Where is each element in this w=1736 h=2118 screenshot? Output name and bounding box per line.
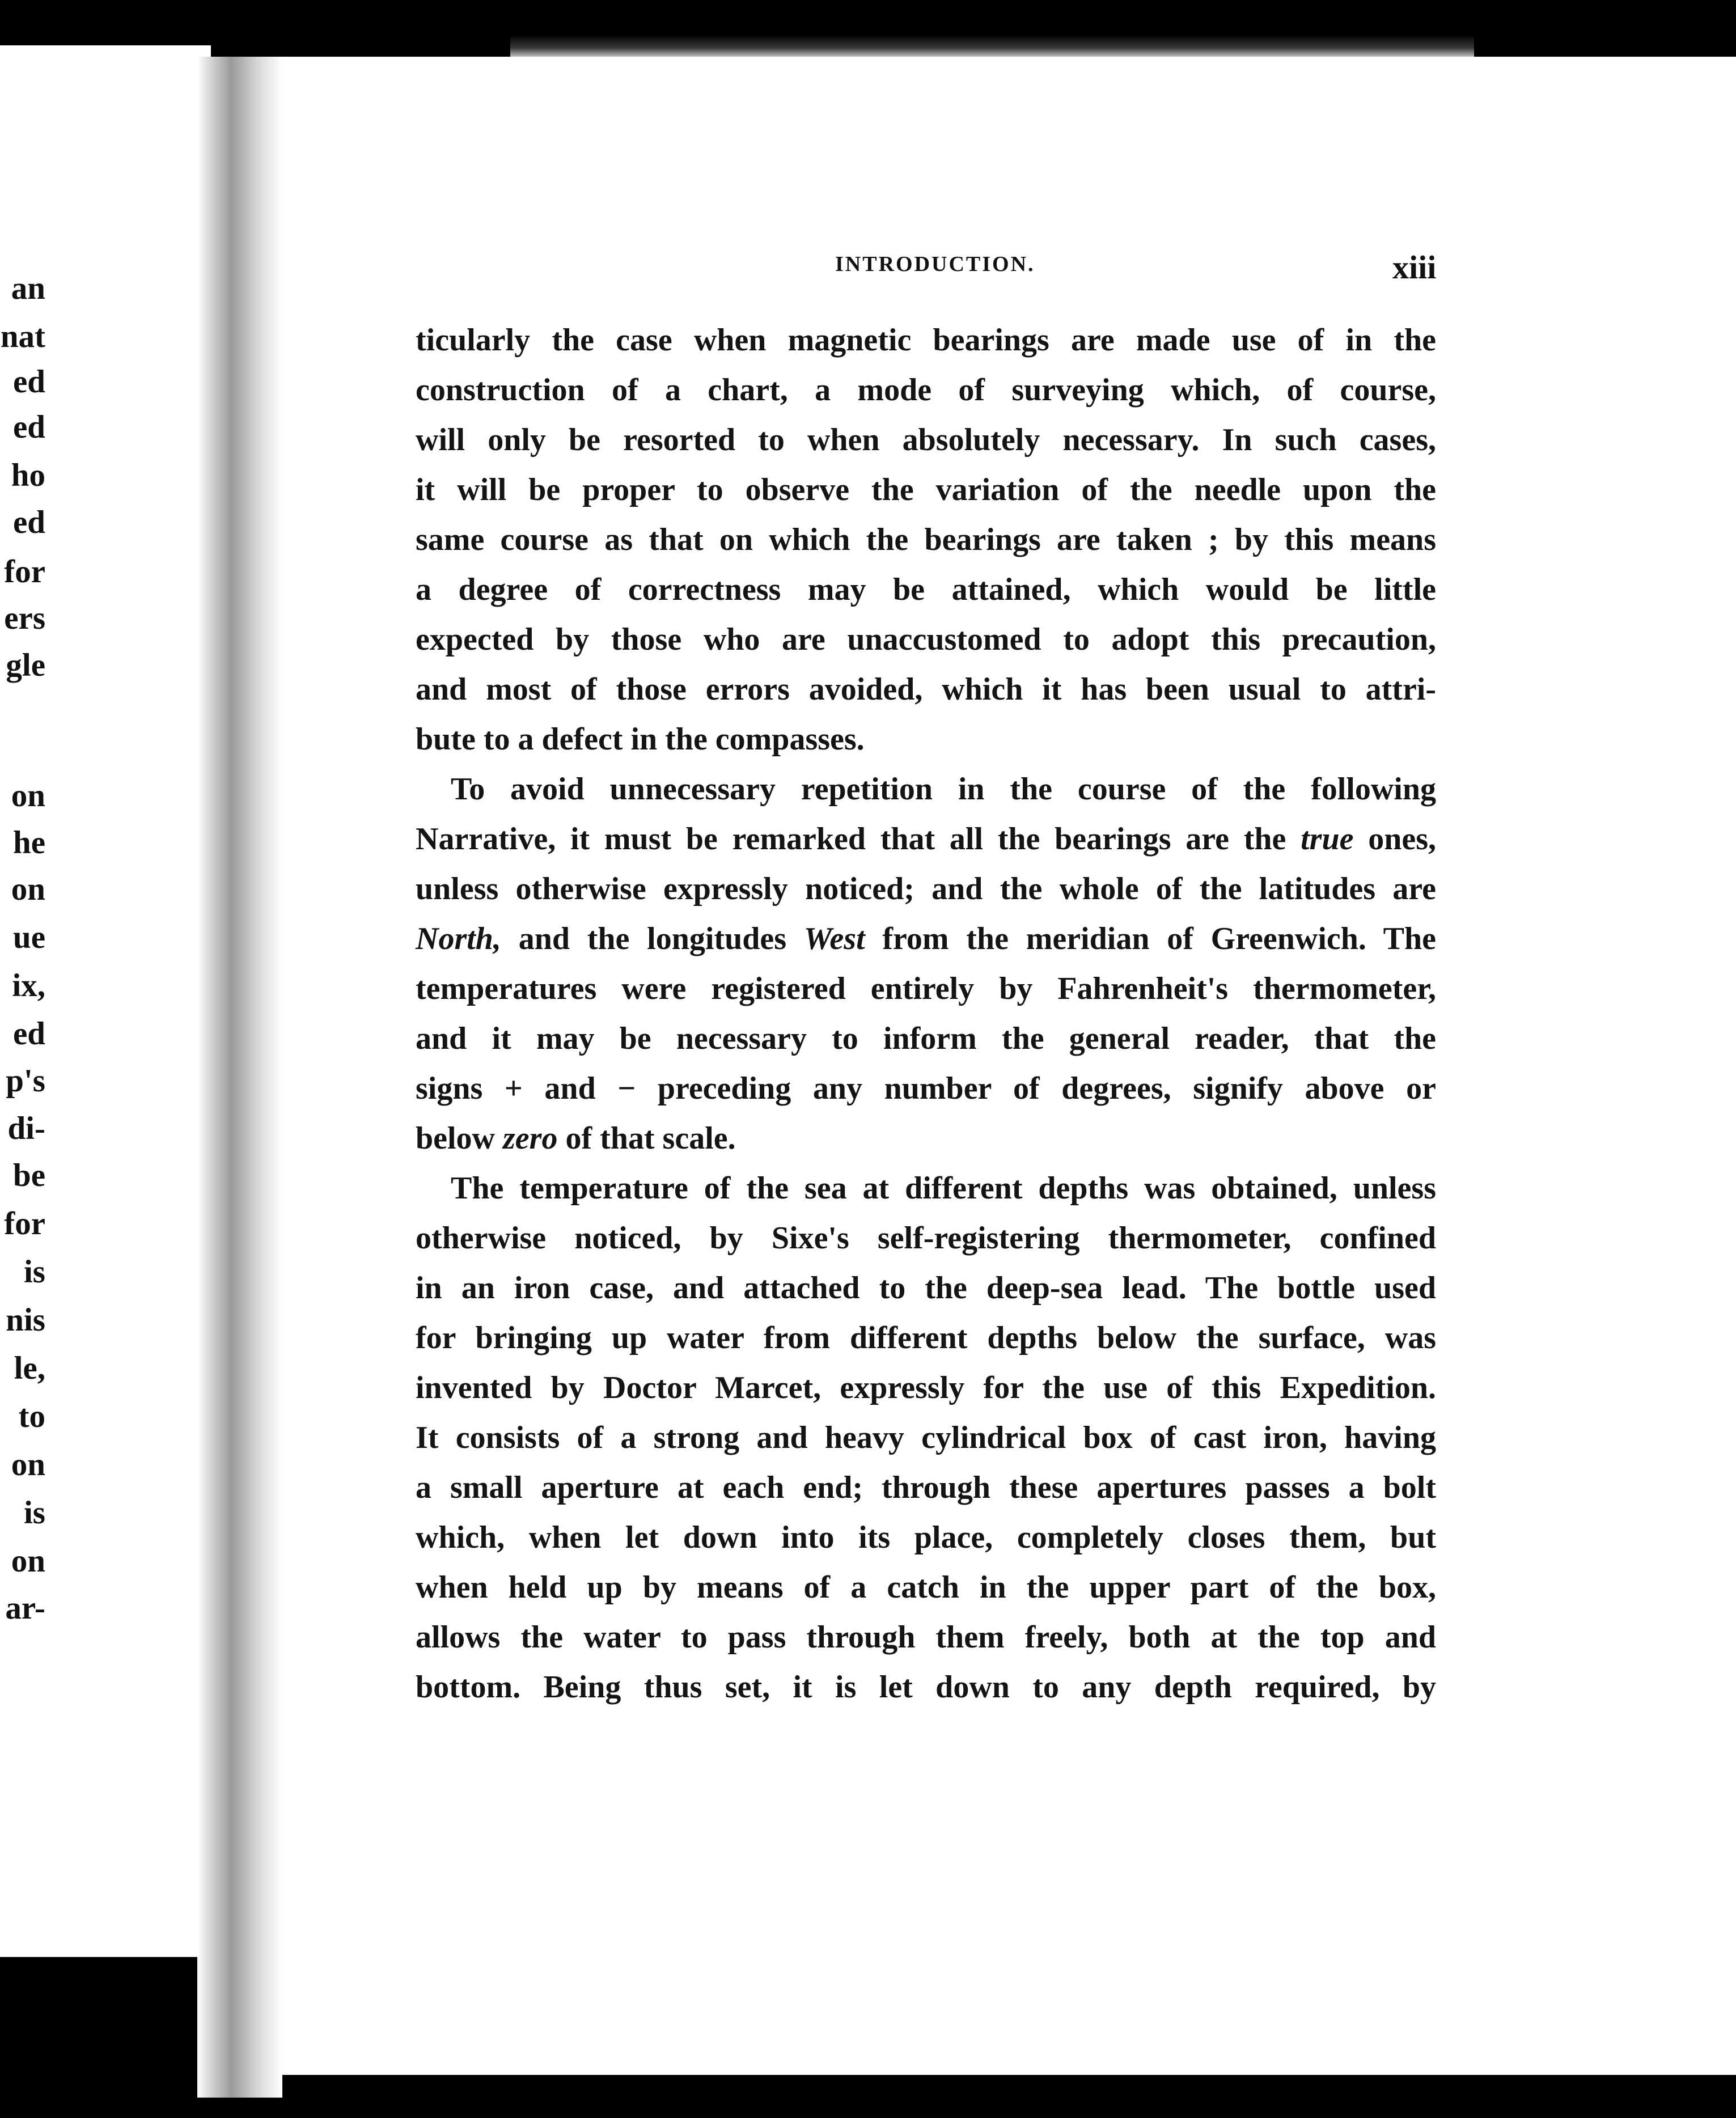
text-line bbox=[416, 1413, 1436, 1463]
text-run: bottom. Being thus set, it is let down to any depth required, by bbox=[416, 1670, 1436, 1705]
previous-page-fragment: is bbox=[23, 1495, 45, 1531]
text-line bbox=[416, 615, 1436, 664]
text-run: when held up by means of a catch in the upper part of the box, bbox=[416, 1570, 1436, 1605]
text-line bbox=[416, 1513, 1436, 1562]
text-line bbox=[416, 1313, 1436, 1363]
text-run: which, when let down into its place, completely closes them, but bbox=[416, 1520, 1436, 1555]
text-line bbox=[416, 1014, 1436, 1064]
text-run: ones, bbox=[1353, 821, 1436, 857]
text-line bbox=[416, 1662, 1436, 1712]
previous-page bbox=[0, 45, 211, 1957]
text-line bbox=[416, 664, 1436, 714]
text-run: allows the water to pass through them freely, both at the top and bbox=[416, 1620, 1436, 1655]
previous-page-fragment: ers bbox=[4, 600, 45, 636]
italic-text: West bbox=[803, 921, 865, 956]
previous-page-fragment: nat bbox=[0, 319, 45, 354]
text-line bbox=[416, 415, 1436, 465]
text-run: a degree of correctness may be attained, which would be little bbox=[416, 572, 1436, 607]
text-run: otherwise noticed, by Sixe's self-registering thermometer, confined bbox=[416, 1221, 1436, 1256]
text-line bbox=[416, 914, 1436, 964]
text-line bbox=[416, 515, 1436, 565]
previous-page-fragment: ix, bbox=[12, 968, 45, 1003]
text-run: it will be proper to observe the variation of the needle upon the bbox=[416, 472, 1436, 507]
text-run: and it may be necessary to inform the general reader, that the bbox=[416, 1021, 1436, 1056]
previous-page-fragment: ed bbox=[13, 364, 45, 400]
text-line bbox=[416, 1463, 1436, 1513]
previous-page-fragment: ed bbox=[13, 505, 45, 540]
previous-page-fragment: nis bbox=[6, 1302, 45, 1338]
text-run: and the longitudes bbox=[501, 921, 804, 956]
previous-page-fragment: on bbox=[11, 871, 45, 907]
text-line bbox=[416, 1213, 1436, 1263]
text-run: signs + and − preceding any number of degrees, signify above or bbox=[416, 1071, 1436, 1106]
previous-page-fragment: ed bbox=[13, 409, 45, 445]
text-run: construction of a chart, a mode of surveying which, of course, bbox=[416, 372, 1436, 408]
text-run: bute to a defect in the compasses. bbox=[416, 722, 865, 757]
text-line bbox=[416, 964, 1436, 1014]
previous-page-fragment: gle bbox=[6, 647, 45, 683]
previous-page-fragment: an bbox=[11, 270, 45, 306]
text-line bbox=[416, 764, 1436, 814]
text-line bbox=[416, 465, 1436, 515]
italic-text: zero bbox=[503, 1121, 558, 1156]
text-line bbox=[416, 1113, 1436, 1163]
text-line bbox=[416, 1562, 1436, 1612]
text-line bbox=[416, 1363, 1436, 1413]
italic-text: North, bbox=[416, 921, 501, 956]
previous-page-fragment: on bbox=[11, 778, 45, 814]
text-line bbox=[416, 1263, 1436, 1313]
text-line bbox=[416, 565, 1436, 615]
text-run: The temperature of the sea at different depths was obtained, unless bbox=[451, 1171, 1436, 1206]
text-run: for bringing up water from different depths below the surface, was bbox=[416, 1320, 1436, 1355]
page-gutter bbox=[197, 57, 282, 2098]
text-run: invented by Doctor Marcet, expressly for the use of this Expedition. bbox=[416, 1370, 1436, 1405]
text-line bbox=[416, 1163, 1436, 1213]
text-run: of that scale. bbox=[557, 1121, 736, 1156]
binding-shadow bbox=[510, 35, 1474, 57]
running-head bbox=[282, 248, 1736, 294]
previous-page-fragment: ed bbox=[13, 1016, 45, 1052]
text-line bbox=[416, 1612, 1436, 1662]
body-text bbox=[416, 315, 1436, 1712]
previous-page-fragment: for bbox=[4, 554, 45, 590]
text-run: To avoid unnecessary repetition in the course of the following bbox=[451, 772, 1436, 807]
text-run: It consists of a strong and heavy cylindrical box of cast iron, having bbox=[416, 1420, 1436, 1455]
text-run: in an iron case, and attached to the deep-sea lead. The bottle used bbox=[416, 1270, 1436, 1306]
text-run: ticularly the case when magnetic bearings are made use of in the bbox=[416, 323, 1436, 358]
text-run: temperatures were registered entirely by Fahrenheit's thermometer, bbox=[416, 971, 1436, 1006]
text-run: a small aperture at each end; through these apertures passes a bolt bbox=[416, 1470, 1436, 1505]
previous-page-fragment: ar- bbox=[5, 1590, 45, 1626]
previous-page-fragment: p's bbox=[6, 1063, 45, 1099]
text-line bbox=[416, 365, 1436, 415]
text-run: will only be resorted to when absolutely necessary. In such cases, bbox=[416, 422, 1436, 458]
text-run: unless otherwise expressly noticed; and the whole of the latitudes are bbox=[416, 871, 1436, 906]
previous-page-fragment: to bbox=[18, 1399, 45, 1434]
text-run: and most of those errors avoided, which it has been usual to attri- bbox=[416, 672, 1436, 707]
text-line bbox=[416, 714, 1436, 764]
previous-page-fragment: be bbox=[13, 1158, 45, 1193]
text-run: from the meridian of Greenwich. The bbox=[865, 921, 1436, 956]
italic-text: true bbox=[1301, 821, 1354, 857]
previous-page-fragment: on bbox=[11, 1447, 45, 1482]
text-run: expected by those who are unaccustomed to adopt this precaution, bbox=[416, 622, 1436, 657]
previous-page-fragment: is bbox=[23, 1254, 45, 1290]
previous-page-fragment: di- bbox=[7, 1111, 45, 1146]
running-title: INTRODUCTION. bbox=[835, 252, 1035, 276]
previous-page-fragment: he bbox=[13, 825, 45, 861]
text-line bbox=[416, 864, 1436, 914]
text-run: same course as that on which the bearings are taken ; by this means bbox=[416, 522, 1436, 557]
previous-page-fragment: for bbox=[4, 1206, 45, 1242]
current-page bbox=[282, 57, 1736, 2075]
text-run: Narrative, it must be remarked that all the bearings are the bbox=[416, 821, 1301, 857]
text-line bbox=[416, 1064, 1436, 1113]
page-number: xiii bbox=[1392, 249, 1437, 286]
previous-page-fragment: ho bbox=[11, 458, 45, 493]
text-run: below bbox=[416, 1121, 503, 1156]
text-line bbox=[416, 315, 1436, 365]
text-line bbox=[416, 814, 1436, 864]
previous-page-fragment: ue bbox=[13, 920, 45, 955]
previous-page-fragment: le, bbox=[14, 1350, 45, 1386]
previous-page-fragment: on bbox=[11, 1543, 45, 1579]
